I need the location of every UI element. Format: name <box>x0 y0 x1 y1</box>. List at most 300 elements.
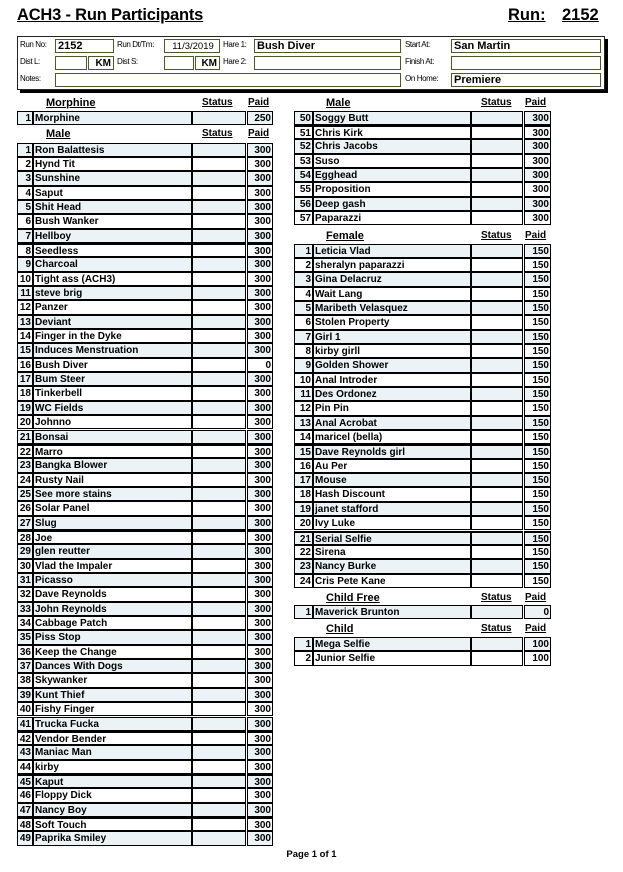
status-cell[interactable] <box>471 651 523 665</box>
participant-name: Pin Pin <box>313 401 471 415</box>
participant-row[interactable] <box>17 573 273 587</box>
status-cell[interactable] <box>471 444 523 458</box>
participant-row[interactable] <box>294 315 551 329</box>
participant-row[interactable] <box>17 745 273 759</box>
status-cell[interactable] <box>192 143 246 157</box>
paid-amount: 100 <box>524 637 551 651</box>
row-number: 55 <box>294 182 313 196</box>
status-cell[interactable] <box>192 645 246 659</box>
participant-row[interactable] <box>294 373 551 387</box>
status-cell[interactable] <box>471 154 523 168</box>
participant-row[interactable] <box>294 502 551 516</box>
participant-name: Skywanker <box>33 673 192 687</box>
row-number: 44 <box>17 760 33 774</box>
status-cell[interactable] <box>471 139 523 153</box>
status-cell[interactable] <box>192 343 246 357</box>
status-column-header: Status <box>481 623 512 634</box>
participant-row[interactable] <box>294 301 551 315</box>
participant-row[interactable] <box>294 111 551 125</box>
dist-l-field[interactable] <box>55 56 87 70</box>
row-number: 43 <box>17 745 33 759</box>
paid-amount: 300 <box>247 372 273 386</box>
section-title: Male <box>46 128 71 140</box>
row-number: 48 <box>17 817 33 831</box>
status-cell[interactable] <box>192 587 246 601</box>
status-cell[interactable] <box>471 111 523 125</box>
status-cell[interactable] <box>471 301 523 315</box>
run-no-field[interactable]: 2152 <box>55 39 114 53</box>
status-cell[interactable] <box>471 559 523 573</box>
paid-amount: 150 <box>524 258 551 272</box>
participant-name: Vlad the Impaler <box>33 559 192 573</box>
participant-row[interactable] <box>294 430 551 444</box>
participant-name: Panzer <box>33 300 192 314</box>
paid-column-header: Paid <box>525 592 547 603</box>
participant-name: Golden Shower <box>313 358 471 372</box>
paid-amount: 300 <box>247 243 273 257</box>
paid-amount: 300 <box>247 774 273 788</box>
participant-name: Wait Lang <box>313 287 471 301</box>
status-cell[interactable] <box>192 229 246 243</box>
row-number: 21 <box>294 531 313 545</box>
status-cell[interactable] <box>471 531 523 545</box>
row-number: 51 <box>294 125 313 139</box>
participant-name: Anal Introder <box>313 373 471 387</box>
participant-name: Kaput <box>33 774 192 788</box>
status-cell[interactable] <box>192 745 246 759</box>
participant-row[interactable] <box>17 157 273 171</box>
row-number: 9 <box>17 257 33 271</box>
participant-row[interactable] <box>17 673 273 687</box>
participant-row[interactable] <box>17 171 273 185</box>
status-cell[interactable] <box>471 211 523 225</box>
status-cell[interactable] <box>192 831 246 845</box>
participant-row[interactable] <box>17 731 273 745</box>
status-cell[interactable] <box>192 401 246 415</box>
participant-name: Junior Selfie <box>313 651 471 665</box>
participant-row[interactable] <box>294 344 551 358</box>
row-number: 28 <box>17 530 33 544</box>
participant-row[interactable] <box>17 788 273 802</box>
participant-row[interactable] <box>17 458 273 472</box>
row-number: 5 <box>17 200 33 214</box>
row-number: 56 <box>294 197 313 211</box>
participant-row[interactable] <box>294 531 551 545</box>
paid-amount: 300 <box>247 602 273 616</box>
participant-row[interactable] <box>17 200 273 214</box>
paid-amount: 100 <box>524 651 551 665</box>
run-number: 2152 <box>562 6 599 24</box>
participant-row[interactable] <box>294 473 551 487</box>
status-cell[interactable] <box>471 605 523 619</box>
participant-row[interactable] <box>294 637 551 651</box>
status-cell[interactable] <box>192 803 246 817</box>
status-cell[interactable] <box>192 444 246 458</box>
status-cell[interactable] <box>471 516 523 530</box>
status-cell[interactable] <box>192 731 246 745</box>
participant-row[interactable] <box>17 229 273 243</box>
status-cell[interactable] <box>192 602 246 616</box>
participant-row[interactable] <box>17 186 273 200</box>
participant-row[interactable] <box>17 243 273 257</box>
participant-row[interactable] <box>17 501 273 515</box>
paid-amount: 150 <box>524 272 551 286</box>
status-cell[interactable] <box>192 659 246 673</box>
status-column-header: Status <box>481 592 512 603</box>
participant-row[interactable] <box>17 659 273 673</box>
row-number: 29 <box>17 544 33 558</box>
paid-amount: 150 <box>524 387 551 401</box>
participant-row[interactable] <box>17 386 273 400</box>
paid-amount: 300 <box>247 616 273 630</box>
status-cell[interactable] <box>471 373 523 387</box>
participant-row[interactable] <box>294 444 551 458</box>
status-cell[interactable] <box>471 487 523 501</box>
status-cell[interactable] <box>471 182 523 196</box>
paid-amount: 150 <box>524 315 551 329</box>
row-number: 32 <box>17 587 33 601</box>
participant-name: Joe <box>33 530 192 544</box>
participant-row[interactable] <box>294 272 551 286</box>
participant-name: Finger in the Dyke <box>33 329 192 343</box>
participant-name: See more stains <box>33 487 192 501</box>
row-number: 38 <box>17 673 33 687</box>
run-no-label: Run No: <box>20 40 47 49</box>
row-number: 8 <box>17 243 33 257</box>
status-cell[interactable] <box>192 300 246 314</box>
participant-row[interactable] <box>294 197 551 211</box>
status-cell[interactable] <box>192 214 246 228</box>
participant-row[interactable] <box>294 211 551 225</box>
participant-row[interactable] <box>294 401 551 415</box>
section-header-morphine <box>17 96 273 110</box>
row-number: 40 <box>17 702 33 716</box>
on-home-field[interactable]: Premiere <box>451 73 601 87</box>
status-cell[interactable] <box>471 244 523 258</box>
paid-amount: 300 <box>247 473 273 487</box>
status-cell[interactable] <box>192 200 246 214</box>
participant-row[interactable] <box>294 244 551 258</box>
row-number: 1 <box>17 111 33 125</box>
status-cell[interactable] <box>471 358 523 372</box>
paid-amount: 300 <box>524 139 551 153</box>
status-cell[interactable] <box>192 286 246 300</box>
participant-row[interactable] <box>17 143 273 157</box>
finish-at-field[interactable] <box>451 56 601 70</box>
status-cell[interactable] <box>192 415 246 429</box>
participant-name: WC Fields <box>33 401 192 415</box>
status-column-header: Status <box>202 128 233 139</box>
row-number: 16 <box>294 459 313 473</box>
row-number: 14 <box>17 329 33 343</box>
row-number: 39 <box>17 688 33 702</box>
status-cell[interactable] <box>192 688 246 702</box>
participant-row[interactable] <box>294 651 551 665</box>
participant-row[interactable] <box>17 487 273 501</box>
participant-row[interactable] <box>294 125 551 139</box>
paid-amount: 300 <box>247 257 273 271</box>
status-cell[interactable] <box>192 717 246 731</box>
participant-row[interactable] <box>294 516 551 530</box>
participant-row[interactable] <box>17 415 273 429</box>
participant-row[interactable] <box>17 286 273 300</box>
status-cell[interactable] <box>192 171 246 185</box>
participant-name: Tinkerbell <box>33 386 192 400</box>
notes-label: Notes: <box>20 74 41 83</box>
status-cell[interactable] <box>192 760 246 774</box>
participant-name: Maverick Brunton <box>313 605 471 619</box>
row-number: 26 <box>17 501 33 515</box>
status-cell[interactable] <box>471 168 523 182</box>
participant-row[interactable] <box>17 430 273 444</box>
participant-row[interactable] <box>294 287 551 301</box>
participant-row[interactable] <box>17 401 273 415</box>
row-number: 36 <box>17 645 33 659</box>
status-cell[interactable] <box>192 257 246 271</box>
status-cell[interactable] <box>192 673 246 687</box>
participant-row[interactable] <box>17 630 273 644</box>
paid-amount: 250 <box>247 111 273 125</box>
paid-amount: 300 <box>247 645 273 659</box>
participant-name: Girl 1 <box>313 330 471 344</box>
status-cell[interactable] <box>471 344 523 358</box>
participant-row[interactable] <box>17 817 273 831</box>
participant-row[interactable] <box>17 803 273 817</box>
participant-row[interactable] <box>17 587 273 601</box>
status-cell[interactable] <box>471 637 523 651</box>
paid-amount: 300 <box>247 760 273 774</box>
participant-row[interactable] <box>294 559 551 573</box>
status-cell[interactable] <box>471 387 523 401</box>
participant-row[interactable] <box>294 154 551 168</box>
status-cell[interactable] <box>192 473 246 487</box>
run-date-field[interactable]: 11/3/2019 <box>164 39 220 53</box>
participant-name: Proposition <box>313 182 471 196</box>
participant-row[interactable] <box>294 139 551 153</box>
row-number: 1 <box>294 605 313 619</box>
paid-amount: 300 <box>247 702 273 716</box>
participant-row[interactable] <box>17 645 273 659</box>
paid-amount: 300 <box>247 516 273 530</box>
status-cell[interactable] <box>471 330 523 344</box>
participant-row[interactable] <box>17 831 273 845</box>
participant-row[interactable] <box>17 358 273 372</box>
paid-amount: 300 <box>247 430 273 444</box>
participant-name: Slug <box>33 516 192 530</box>
participant-row[interactable] <box>17 688 273 702</box>
paid-amount: 150 <box>524 487 551 501</box>
row-number: 23 <box>294 559 313 573</box>
hare2-label: Hare 2: <box>223 57 247 66</box>
row-number: 3 <box>17 171 33 185</box>
section-header-male-left <box>17 127 273 141</box>
paid-amount: 300 <box>247 143 273 157</box>
paid-amount: 300 <box>247 458 273 472</box>
status-cell[interactable] <box>192 544 246 558</box>
participant-name: Hynd Tit <box>33 157 192 171</box>
paid-amount: 300 <box>247 688 273 702</box>
section-header-child <box>294 622 551 636</box>
participant-name: Marro <box>33 444 192 458</box>
participant-row[interactable] <box>17 111 273 125</box>
paid-amount: 300 <box>247 286 273 300</box>
row-number: 9 <box>294 358 313 372</box>
row-number: 23 <box>17 458 33 472</box>
paid-amount: 300 <box>247 444 273 458</box>
row-number: 25 <box>17 487 33 501</box>
status-cell[interactable] <box>192 186 246 200</box>
status-cell[interactable] <box>471 315 523 329</box>
status-cell[interactable] <box>192 315 246 329</box>
participant-row[interactable] <box>17 444 273 458</box>
status-cell[interactable] <box>192 817 246 831</box>
row-number: 50 <box>294 111 313 125</box>
participant-row[interactable] <box>17 544 273 558</box>
participant-name: Leticia Vlad <box>313 244 471 258</box>
row-number: 19 <box>294 502 313 516</box>
participant-row[interactable] <box>17 774 273 788</box>
status-cell[interactable] <box>192 630 246 644</box>
participant-name: Au Per <box>313 459 471 473</box>
status-cell[interactable] <box>471 473 523 487</box>
status-cell[interactable] <box>471 287 523 301</box>
participant-row[interactable] <box>294 416 551 430</box>
participant-row[interactable] <box>17 473 273 487</box>
participant-name: Ron Balattesis <box>33 143 192 157</box>
status-cell[interactable] <box>192 702 246 716</box>
paid-amount: 300 <box>524 125 551 139</box>
status-cell[interactable] <box>192 788 246 802</box>
paid-amount: 300 <box>247 501 273 515</box>
participant-row[interactable] <box>294 574 551 588</box>
participant-row[interactable] <box>17 272 273 286</box>
status-cell[interactable] <box>471 272 523 286</box>
status-cell[interactable] <box>192 573 246 587</box>
status-cell[interactable] <box>192 458 246 472</box>
status-cell[interactable] <box>192 516 246 530</box>
dist-s-field[interactable] <box>164 56 194 70</box>
status-cell[interactable] <box>192 243 246 257</box>
status-cell[interactable] <box>471 416 523 430</box>
hare2-field[interactable] <box>254 56 401 70</box>
participant-name: Induces Menstruation <box>33 343 192 357</box>
participant-row[interactable] <box>17 616 273 630</box>
status-cell[interactable] <box>471 545 523 559</box>
participant-row[interactable] <box>17 559 273 573</box>
status-cell[interactable] <box>192 530 246 544</box>
row-number: 47 <box>17 803 33 817</box>
participant-row[interactable] <box>294 387 551 401</box>
participant-row[interactable] <box>17 717 273 731</box>
status-cell[interactable] <box>471 258 523 272</box>
participant-row[interactable] <box>17 602 273 616</box>
row-number: 4 <box>294 287 313 301</box>
participant-name: Keep the Change <box>33 645 192 659</box>
status-cell[interactable] <box>471 401 523 415</box>
participant-name: steve brig <box>33 286 192 300</box>
paid-amount: 150 <box>524 473 551 487</box>
paid-amount: 300 <box>524 211 551 225</box>
dist-l-unit: KM <box>88 56 114 70</box>
participant-row[interactable] <box>17 300 273 314</box>
status-cell[interactable] <box>192 774 246 788</box>
participant-row[interactable] <box>294 182 551 196</box>
participant-row[interactable] <box>294 605 551 619</box>
participant-name: Des Ordonez <box>313 387 471 401</box>
participant-row[interactable] <box>294 330 551 344</box>
row-number: 30 <box>17 559 33 573</box>
row-number: 2 <box>17 157 33 171</box>
participant-name: Gina Delacruz <box>313 272 471 286</box>
participant-row[interactable] <box>17 516 273 530</box>
paid-amount: 300 <box>247 587 273 601</box>
participant-row[interactable] <box>294 358 551 372</box>
status-cell[interactable] <box>471 197 523 211</box>
status-cell[interactable] <box>471 459 523 473</box>
status-cell[interactable] <box>192 329 246 343</box>
participant-row[interactable] <box>294 258 551 272</box>
status-cell[interactable] <box>192 358 246 372</box>
participant-row[interactable] <box>17 760 273 774</box>
hare1-field[interactable]: Bush Diver <box>254 39 401 53</box>
row-number: 49 <box>17 831 33 845</box>
participant-row[interactable] <box>17 214 273 228</box>
participant-row[interactable] <box>294 545 551 559</box>
status-cell[interactable] <box>192 430 246 444</box>
status-cell[interactable] <box>471 502 523 516</box>
status-cell[interactable] <box>192 616 246 630</box>
status-cell[interactable] <box>192 501 246 515</box>
status-cell[interactable] <box>192 386 246 400</box>
status-cell[interactable] <box>471 574 523 588</box>
status-cell[interactable] <box>192 272 246 286</box>
row-number: 52 <box>294 139 313 153</box>
participant-row[interactable] <box>294 487 551 501</box>
participant-row[interactable] <box>17 315 273 329</box>
participant-name: Sirena <box>313 545 471 559</box>
status-cell[interactable] <box>471 125 523 139</box>
participant-name: Chris Kirk <box>313 125 471 139</box>
participant-row[interactable] <box>17 329 273 343</box>
paid-amount: 300 <box>247 803 273 817</box>
status-cell[interactable] <box>192 559 246 573</box>
participant-row[interactable] <box>294 168 551 182</box>
start-at-field[interactable]: San Martin <box>451 39 601 53</box>
participant-name: Maniac Man <box>33 745 192 759</box>
status-cell[interactable] <box>471 430 523 444</box>
row-number: 12 <box>294 401 313 415</box>
paid-amount: 300 <box>247 315 273 329</box>
participant-name: Soggy Butt <box>313 111 471 125</box>
notes-field[interactable] <box>55 73 401 87</box>
participant-row[interactable] <box>17 257 273 271</box>
participant-row[interactable] <box>17 702 273 716</box>
status-cell[interactable] <box>192 157 246 171</box>
participant-row[interactable] <box>17 343 273 357</box>
participant-name: Johnno <box>33 415 192 429</box>
status-cell[interactable] <box>192 111 246 125</box>
participant-name: Dave Reynolds <box>33 587 192 601</box>
participant-row[interactable] <box>17 530 273 544</box>
participant-name: John Reynolds <box>33 602 192 616</box>
row-number: 31 <box>17 573 33 587</box>
participant-row[interactable] <box>17 372 273 386</box>
section-title: Child Free <box>326 592 380 604</box>
participant-row[interactable] <box>294 459 551 473</box>
status-cell[interactable] <box>192 487 246 501</box>
status-cell[interactable] <box>192 372 246 386</box>
participant-name: Mega Selfie <box>313 637 471 651</box>
